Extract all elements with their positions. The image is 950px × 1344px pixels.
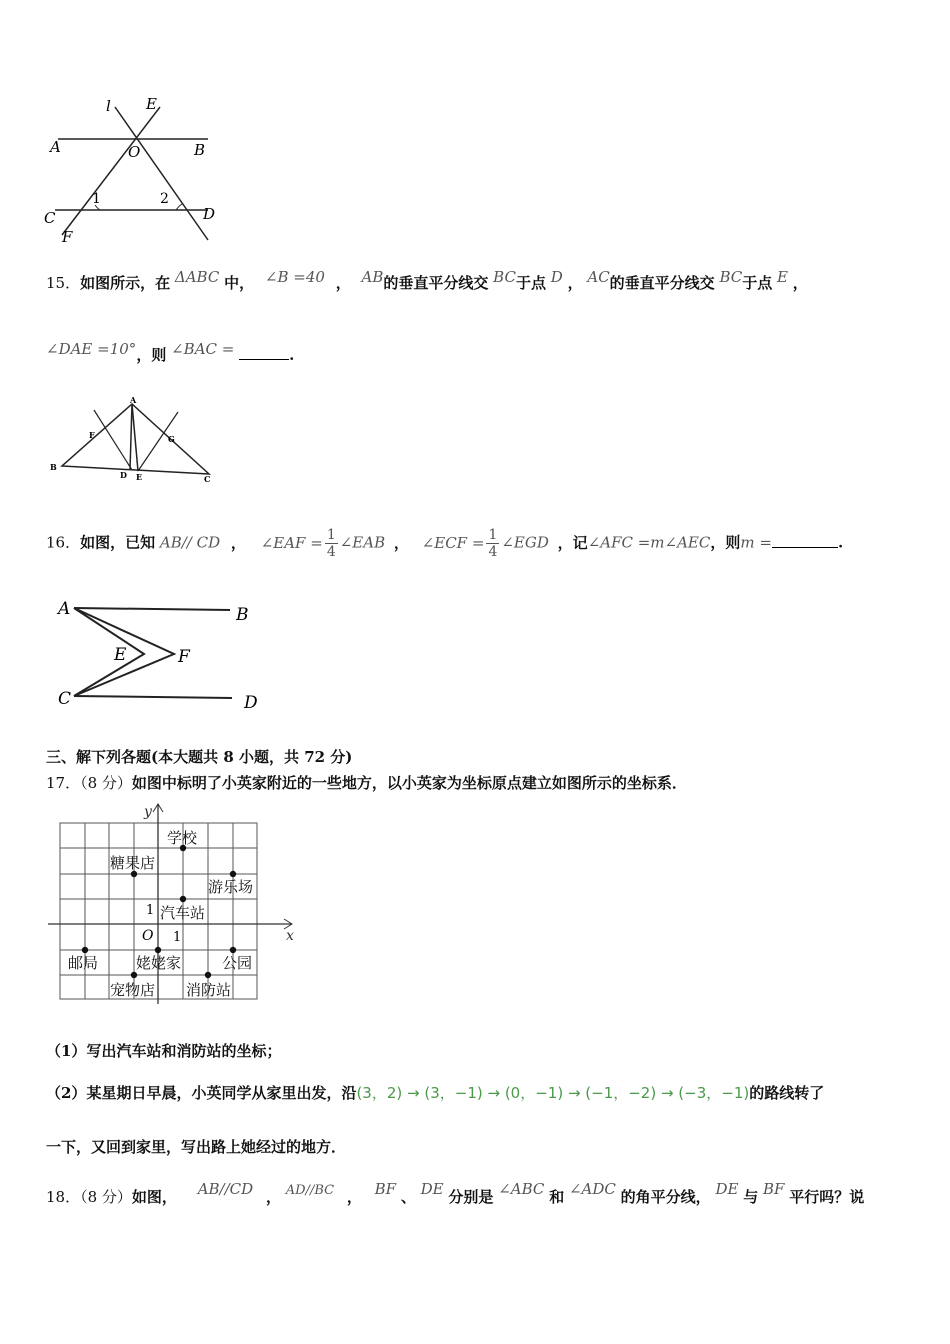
q17-route: (3，2) → (3，−1) → (0，−1) → (−1，−2) → (−3，−1) [356, 1084, 750, 1102]
q16-fraction-a [325, 527, 338, 560]
q17-line1 [46, 772, 687, 793]
q18-math2: AD//BC [285, 1183, 335, 1198]
q18-math6: ∠ADC [568, 1180, 616, 1198]
figure-triangle-15 [44, 396, 219, 486]
q15-math9: ∠DAE =10° [46, 340, 137, 358]
q17-part1 [46, 1040, 281, 1061]
label-f: F [89, 430, 95, 440]
q16-line1 [46, 527, 843, 560]
q18-text6: 和 [549, 1188, 565, 1206]
label-a: A [130, 396, 137, 405]
q15-text11: . [289, 346, 295, 364]
place-fire-station: 消防站 [186, 981, 232, 999]
point-bus-station [180, 896, 186, 902]
figure-parallel-16 [52, 596, 272, 716]
q15-math5: D [550, 268, 563, 286]
q17-part2-text-b: 的路线转了 [749, 1084, 825, 1102]
label-o: O [128, 143, 141, 161]
q15-text6: ， [567, 274, 583, 292]
q16-fraction-b-num: 1 [488, 527, 498, 543]
q17-text: 如图中标明了小英家附近的一些地方，以小英家为坐标原点建立如图所示的坐标系． [131, 774, 687, 792]
label-f: F [62, 228, 73, 246]
q17-score: （8 分） [80, 774, 132, 792]
tick-y-1: 1 [146, 903, 155, 918]
q16-fraction-b [486, 527, 499, 560]
q16-number: 16． [46, 533, 81, 552]
ray-ab [74, 608, 230, 610]
q16-text6: . [837, 533, 844, 552]
label-g: G [168, 434, 175, 444]
q15-text2: 中， [224, 274, 255, 292]
q16-fraction-b-den: 4 [488, 544, 498, 560]
origin-label: O [142, 928, 154, 944]
q15-math7: BC [719, 268, 743, 286]
q16-math5: m = [740, 533, 772, 552]
q15-line1 [46, 268, 808, 293]
q16-fraction-a-num: 1 [326, 527, 336, 543]
q15-text9: ， [792, 274, 808, 292]
point-grandma-home [155, 947, 161, 953]
q16-math2b: ∠EAB [339, 533, 386, 552]
label-1: 1 [92, 191, 101, 207]
q16-math1: AB// CD [159, 533, 221, 552]
label-l: l [106, 97, 111, 115]
q18-text9: 平行吗？说 [789, 1188, 865, 1206]
q18-math3: BF [374, 1180, 397, 1198]
q15-text3: ， [335, 274, 351, 292]
label-2: 2 [160, 191, 169, 207]
place-grandma-home: 姥姥家 [136, 954, 182, 972]
q17-part2-cont [46, 1136, 346, 1157]
label-d: D [120, 470, 127, 480]
q16-math3a: ∠ECF = [421, 533, 485, 552]
q17-part2-text-a: 某星期日早晨，小英同学从家里出发，沿 [86, 1084, 357, 1102]
y-axis-label: y [144, 804, 152, 820]
figure-coordinate-grid-17 [44, 800, 304, 1006]
q17-part2-text-c: 一下，又回到家里，写出路上她经过的地方． [46, 1138, 347, 1156]
place-candy-store: 糖果店 [110, 854, 156, 872]
q16-math3b: ∠EGD [501, 533, 549, 552]
place-bus-station: 汽车站 [160, 904, 206, 922]
point-fire-station [205, 972, 211, 978]
q15-math6: AC [587, 268, 610, 286]
q18-text4: 、 [400, 1188, 416, 1206]
q16-text2: ， [230, 533, 246, 552]
figure-parallel-lines-14 [40, 95, 240, 250]
q15-answer-blank[interactable] [239, 359, 289, 360]
point-park [230, 947, 236, 953]
label-b: B [194, 141, 206, 159]
perp-bisector-ab [94, 410, 132, 470]
q15-math10: ∠BAC = [171, 340, 235, 358]
label-b: B [50, 462, 57, 472]
label-f: F [178, 647, 190, 667]
q18-math7: DE [715, 1180, 739, 1198]
q17-part2 [46, 1082, 824, 1103]
q15-text1: 如图所示，在 [80, 274, 171, 292]
label-e: E [146, 95, 157, 113]
place-amusement-park: 游乐场 [208, 878, 254, 896]
q17-part2-label: （2） [46, 1084, 87, 1102]
q18-math8: BF [763, 1180, 785, 1198]
q15-math2: ∠B =40 [264, 268, 325, 286]
place-school: 学校 [167, 829, 198, 847]
label-a: A [58, 599, 71, 619]
q15-math8: E [777, 268, 788, 286]
label-a: A [50, 138, 61, 156]
q16-math4: ∠AFC =m∠AEC [587, 533, 711, 552]
q16-text1: 如图，已知 [80, 533, 156, 552]
place-pet-store: 宠物店 [110, 981, 156, 999]
q15-math3: AB [361, 268, 384, 286]
point-post-office [82, 947, 88, 953]
q15-line2 [46, 340, 294, 365]
label-c: C [58, 689, 72, 709]
point-pet-store [131, 972, 137, 978]
q18-text1: 如图， [131, 1188, 177, 1206]
q18-text5: 分别是 [448, 1188, 494, 1206]
ray-cd [74, 696, 232, 698]
q18-number: 18． [46, 1188, 81, 1206]
q18-score: （8 分） [80, 1188, 132, 1206]
label-c: C [44, 209, 56, 227]
q15-number: 15． [46, 274, 81, 292]
q15-text10: ，则 [136, 346, 167, 364]
point-amusement-park [230, 871, 236, 877]
q16-text4: ，记 [557, 533, 588, 552]
q16-text3: ， [393, 533, 409, 552]
label-c: C [204, 474, 211, 484]
q18-text2: ， [265, 1188, 281, 1206]
q18-text8: 与 [743, 1188, 759, 1206]
q16-fraction-a-den: 4 [326, 544, 336, 560]
q16-text5: ，则 [710, 533, 741, 552]
q18-line1 [46, 1180, 864, 1207]
q18-math5: ∠ABC [498, 1180, 545, 1198]
label-d: D [244, 693, 258, 713]
q17-part1-label: （1） [46, 1042, 87, 1060]
q15-text4: 的垂直平分线交 [383, 274, 489, 292]
x-axis-label: x [286, 928, 294, 944]
angle-2-arc [176, 204, 182, 210]
q16-answer-blank[interactable] [772, 547, 838, 548]
line-ef [62, 107, 160, 235]
q15-math4: BC [493, 268, 516, 286]
label-e: E [114, 645, 127, 665]
q18-text3: ， [346, 1188, 362, 1206]
label-b: B [236, 605, 249, 625]
q17-part1-text: 写出汽车站和消防站的坐标； [86, 1042, 282, 1060]
label-e: E [136, 472, 143, 482]
q15-text7: 的垂直平分线交 [609, 274, 715, 292]
line-l [115, 107, 208, 240]
q16-math2a: ∠EAF = [260, 533, 323, 552]
q18-math4: DE [420, 1180, 444, 1198]
q18-math1: AB//CD [197, 1180, 254, 1198]
q15-text8: 于点 [742, 274, 773, 292]
label-d: D [203, 205, 216, 223]
tick-x-1: 1 [173, 930, 182, 945]
segment-ad [130, 404, 132, 470]
q15-text5: 于点 [515, 274, 546, 292]
q18-text7: 的角平分线， [620, 1188, 711, 1206]
segment-ae [132, 404, 138, 471]
section-3-title: 三、解下列各题(本大题共 8 小题，共 72 分) [46, 748, 353, 766]
place-post-office: 邮局 [68, 954, 99, 972]
place-park: 公园 [222, 954, 253, 972]
q15-math1: ΔABC [174, 268, 220, 286]
q17-number: 17． [46, 774, 81, 792]
path-aec [74, 608, 144, 696]
